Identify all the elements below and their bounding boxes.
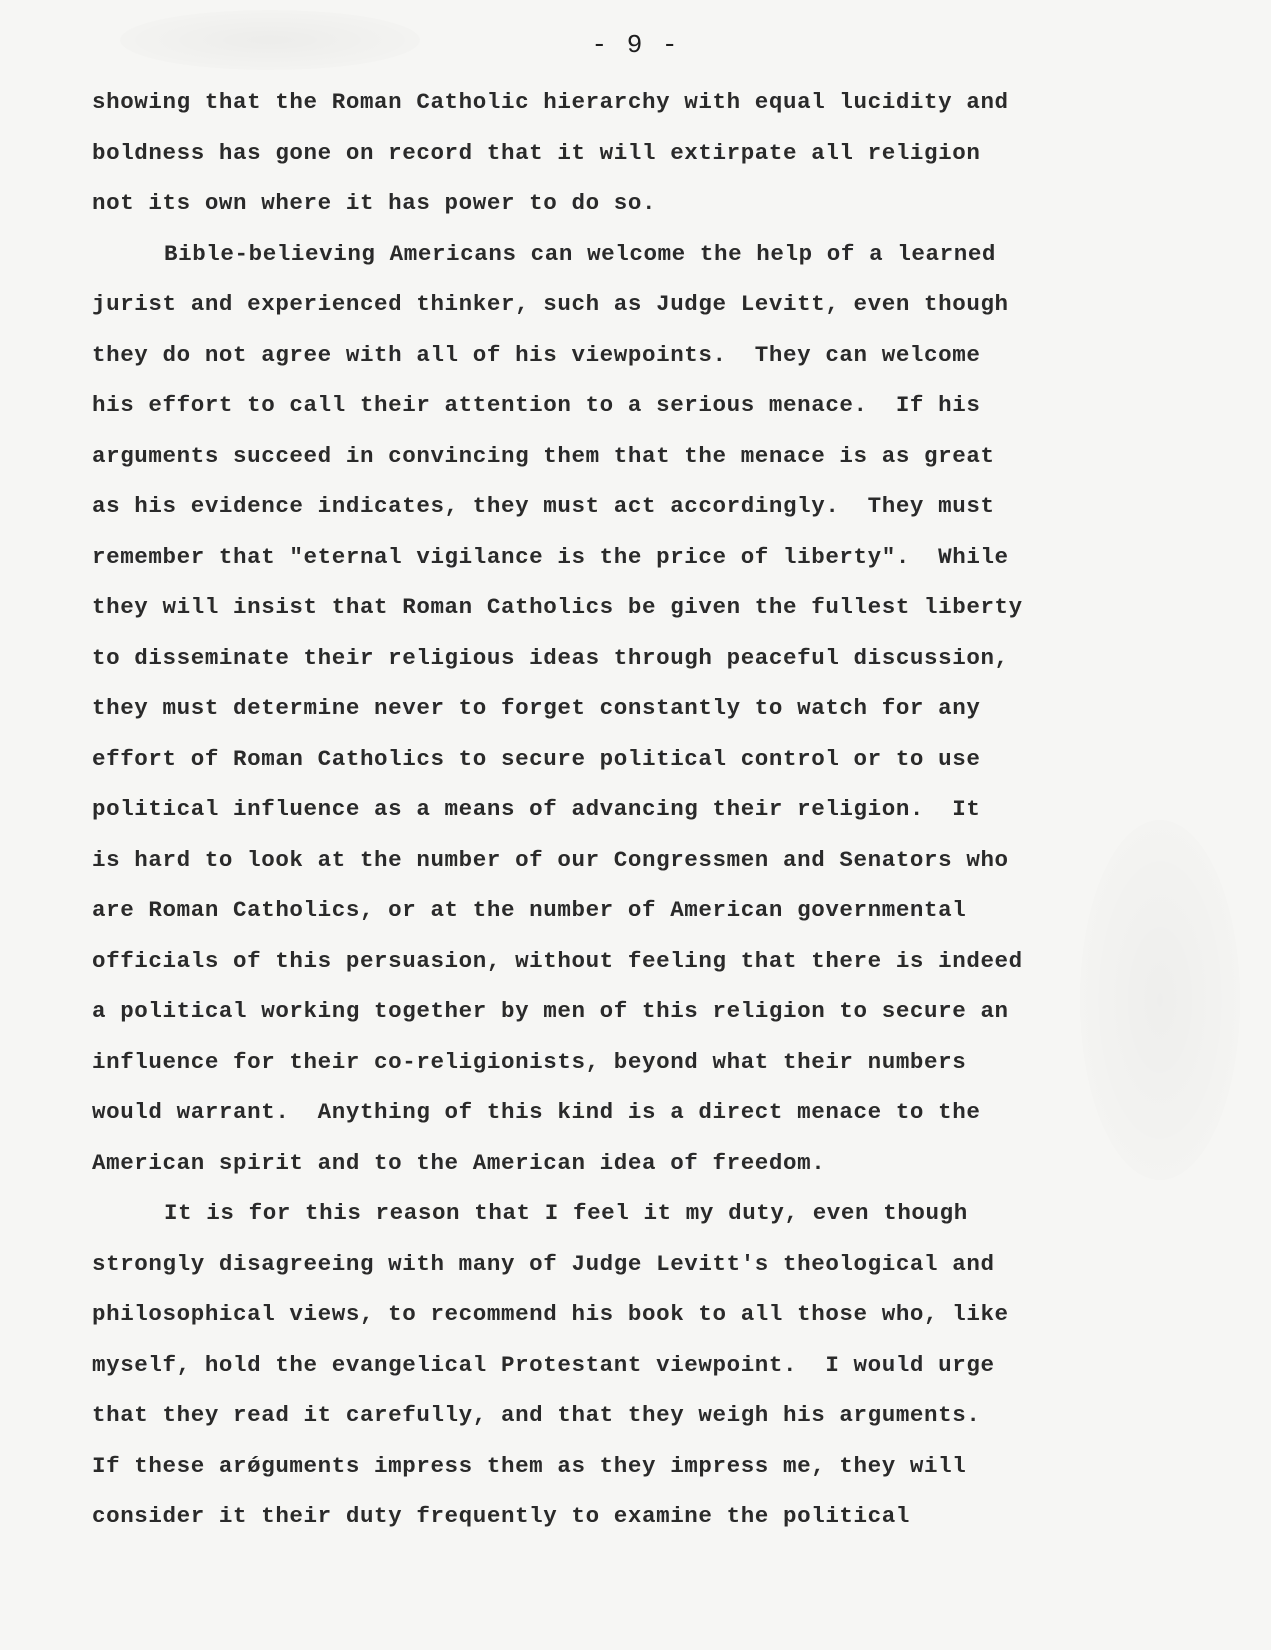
text-line: showing that the Roman Catholic hierarchy with equal lucidity and — [92, 89, 1009, 115]
page-number: - 9 - — [591, 30, 680, 60]
text-line: strongly disagreeing with many of Judge Levitt's theological and — [92, 1250, 995, 1277]
text-line: philosophical views, to recommend his book to all those who, like — [92, 1301, 1009, 1327]
text-line: myself, hold the evangelical Protestant viewpoint. I would urge — [92, 1351, 995, 1378]
text-line: a political working together by men of this religion to secure an — [92, 998, 1009, 1024]
text-line: effort of Roman Catholics to secure political control or to use — [92, 745, 981, 772]
text-line: they do not agree with all of his viewpoints. They can welcome — [92, 341, 981, 368]
text-line: influence for their co-religionists, beyond what their numbers — [92, 1048, 967, 1075]
text-line: If these arǿguments impress them as they impress me, they will — [92, 1452, 967, 1479]
text-line: are Roman Catholics, or at the number of American governmental — [92, 897, 967, 923]
text-line: officials of this persuasion, without feeling that there is indeed — [92, 947, 1023, 974]
text-line: consider it their duty frequently to examine the political — [92, 1503, 910, 1529]
text-line: that they read it carefully, and that they weigh his arguments. — [92, 1402, 981, 1428]
text-line: arguments succeed in convincing them that the menace is as great — [92, 442, 995, 469]
text-line: his effort to call their attention to a serious menace. If his — [92, 392, 981, 418]
paragraph-start-line: It is for this reason that I feel it my duty, even though — [164, 1200, 968, 1226]
text-line: not its own where it has power to do so. — [92, 190, 657, 216]
text-line: political influence as a means of advancing their religion. It — [92, 796, 981, 822]
body-text — [92, 77, 1192, 1542]
text-line: jurist and experienced thinker, such as Judge Levitt, even though — [92, 291, 1009, 317]
text-line: they will insist that Roman Catholics be given the fullest liberty — [92, 594, 1023, 620]
text-line: American spirit and to the American idea of freedom. — [92, 1149, 826, 1176]
text-line: boldness has gone on record that it will extirpate all religion — [92, 139, 981, 166]
paragraph-start-line: Bible-believing Americans can welcome the help of a learned — [164, 240, 997, 267]
text-line: they must determine never to forget constantly to watch for any — [92, 695, 981, 721]
text-line: remember that "eternal vigilance is the price of liberty". While — [92, 543, 1009, 570]
text-line: as his evidence indicates, they must act accordingly. They must — [92, 493, 995, 519]
text-line: is hard to look at the number of our Congressmen and Senators who — [92, 846, 1009, 873]
text-line: would warrant. Anything of this kind is a direct menace to the — [92, 1099, 981, 1125]
text-line: to disseminate their religious ideas through peaceful discussion, — [92, 644, 1009, 671]
